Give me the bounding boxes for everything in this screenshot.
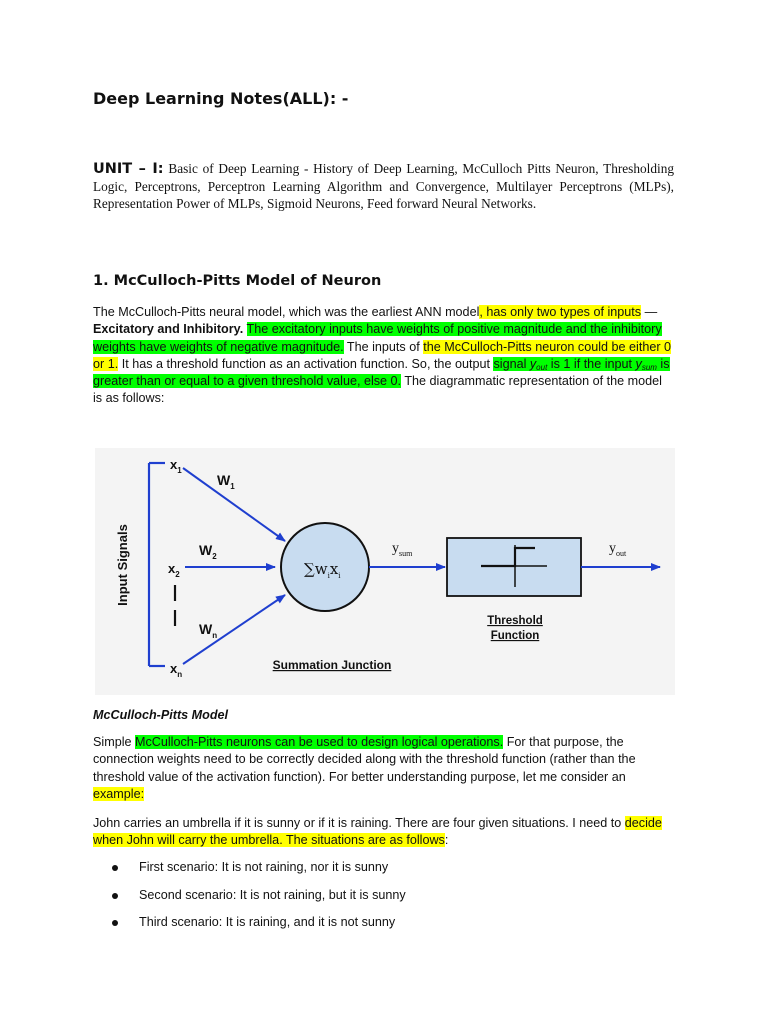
text-run: signal (493, 356, 530, 371)
bullet-icon (112, 920, 118, 926)
subscript: out (536, 362, 548, 372)
bullet-icon (112, 865, 118, 871)
text-run: The inputs of (343, 339, 424, 354)
list-item (112, 887, 672, 915)
paragraph-umbrella-example (93, 815, 673, 850)
threshold-label-line2: Function (490, 630, 540, 642)
paragraph-logical-operations (93, 734, 673, 803)
ysum-label: $y_{sum}$ (392, 541, 413, 558)
summation-formula: $\sum w_ix_i$ (304, 560, 341, 580)
section-heading: 1. McCulloch-Pitts Model of Neuron (93, 273, 382, 289)
text-run: It has a threshold function as an activation function. So, the output (118, 356, 494, 371)
weight-w1-label: $W_1$ (217, 472, 235, 491)
summation-junction-label: Summation Junction (272, 658, 392, 672)
threshold-label-line1: Threshold (487, 615, 543, 627)
unit-text: Basic of Deep Learning - History of Deep Learning, McCulloch Pitts Neuron, Thresholding Logic, Perceptrons, Perceptron Learning Algorithm and Convergence, Multilayer Perceptrons (MLPs), Representation Power of MLPs, Sigmoid Neurons, Feed forward Neural Networks. (93, 161, 674, 211)
paragraph-mcculloch-intro (93, 304, 673, 408)
scenario-text: First scenario: It is not raining, nor it is sunny (139, 860, 389, 874)
text-run: The McCulloch-Pitts neural model, which was the earliest ANN model (93, 305, 480, 319)
highlight-yellow: , has only two types of inputs (479, 305, 642, 319)
yout-label: $y_{out}$ (609, 541, 627, 558)
text-run: — (641, 305, 658, 319)
bold-text: Excitatory and Inhibitory. (93, 322, 244, 337)
highlight-yellow: example: (93, 786, 145, 801)
text-run: : (444, 833, 449, 848)
italic-var: y (635, 356, 642, 371)
scenario-text: Second scenario: It is not raining, but it is sunny (139, 887, 406, 902)
weight-wn-label: $W_n$ (199, 621, 218, 640)
text-run (243, 322, 246, 336)
list-item (112, 859, 672, 887)
scenario-list (112, 859, 672, 942)
scenario-text: Third scenario: It is raining, and it is not sunny (139, 915, 396, 929)
subscript: sum (641, 362, 657, 372)
text-run: is 1 if the input (547, 356, 636, 371)
highlight-green: The excitatory inputs have weights of positive magnitude and the inhibitory weights have weights of negative magnitude. (93, 322, 662, 354)
unit-description (93, 160, 674, 212)
unit-label: UNIT – I: (93, 161, 164, 177)
highlight-yellow: decide when John will carry the umbrella. The situations are as follows (93, 816, 662, 848)
text-run: Simple (93, 735, 135, 749)
italic-var: y (529, 356, 537, 371)
highlight-green: McCulloch-Pitts neurons can be used to design logical operations. (135, 735, 504, 749)
text-run: For that purpose, the connection weights need to be correctly decided along with the threshold function (rather than the threshold value of the activation function). For better understanding purpose, let me consider an (93, 735, 636, 784)
weight-w2-label: $W_2$ (199, 542, 217, 561)
document-title: Deep Learning Notes(ALL): - (93, 89, 349, 108)
input-signals-label: Input Signals (115, 524, 130, 606)
list-item (112, 914, 672, 942)
input-x1-label: $x_1$ (170, 457, 182, 475)
input-xn-label: $x_n$ (170, 661, 183, 679)
text-run: The diagrammatic representation of the model is as follows: (93, 374, 662, 406)
text-run: is greater than or equal to a given threshold value, else 0. (93, 356, 670, 389)
weight-arrow-1 (183, 468, 285, 541)
text-run: John carries an umbrella if it is sunny or if it is raining. There are four given situations. I need to (93, 816, 625, 830)
diagram-svg (95, 448, 675, 695)
bullet-icon (112, 893, 118, 899)
mcculloch-pitts-diagram (95, 448, 675, 695)
figure-caption: McCulloch-Pitts Model (93, 708, 229, 722)
highlight-yellow: the McCulloch-Pitts neuron could be either 0 or 1. (93, 339, 672, 371)
input-x2-label: $x_2$ (168, 561, 180, 579)
